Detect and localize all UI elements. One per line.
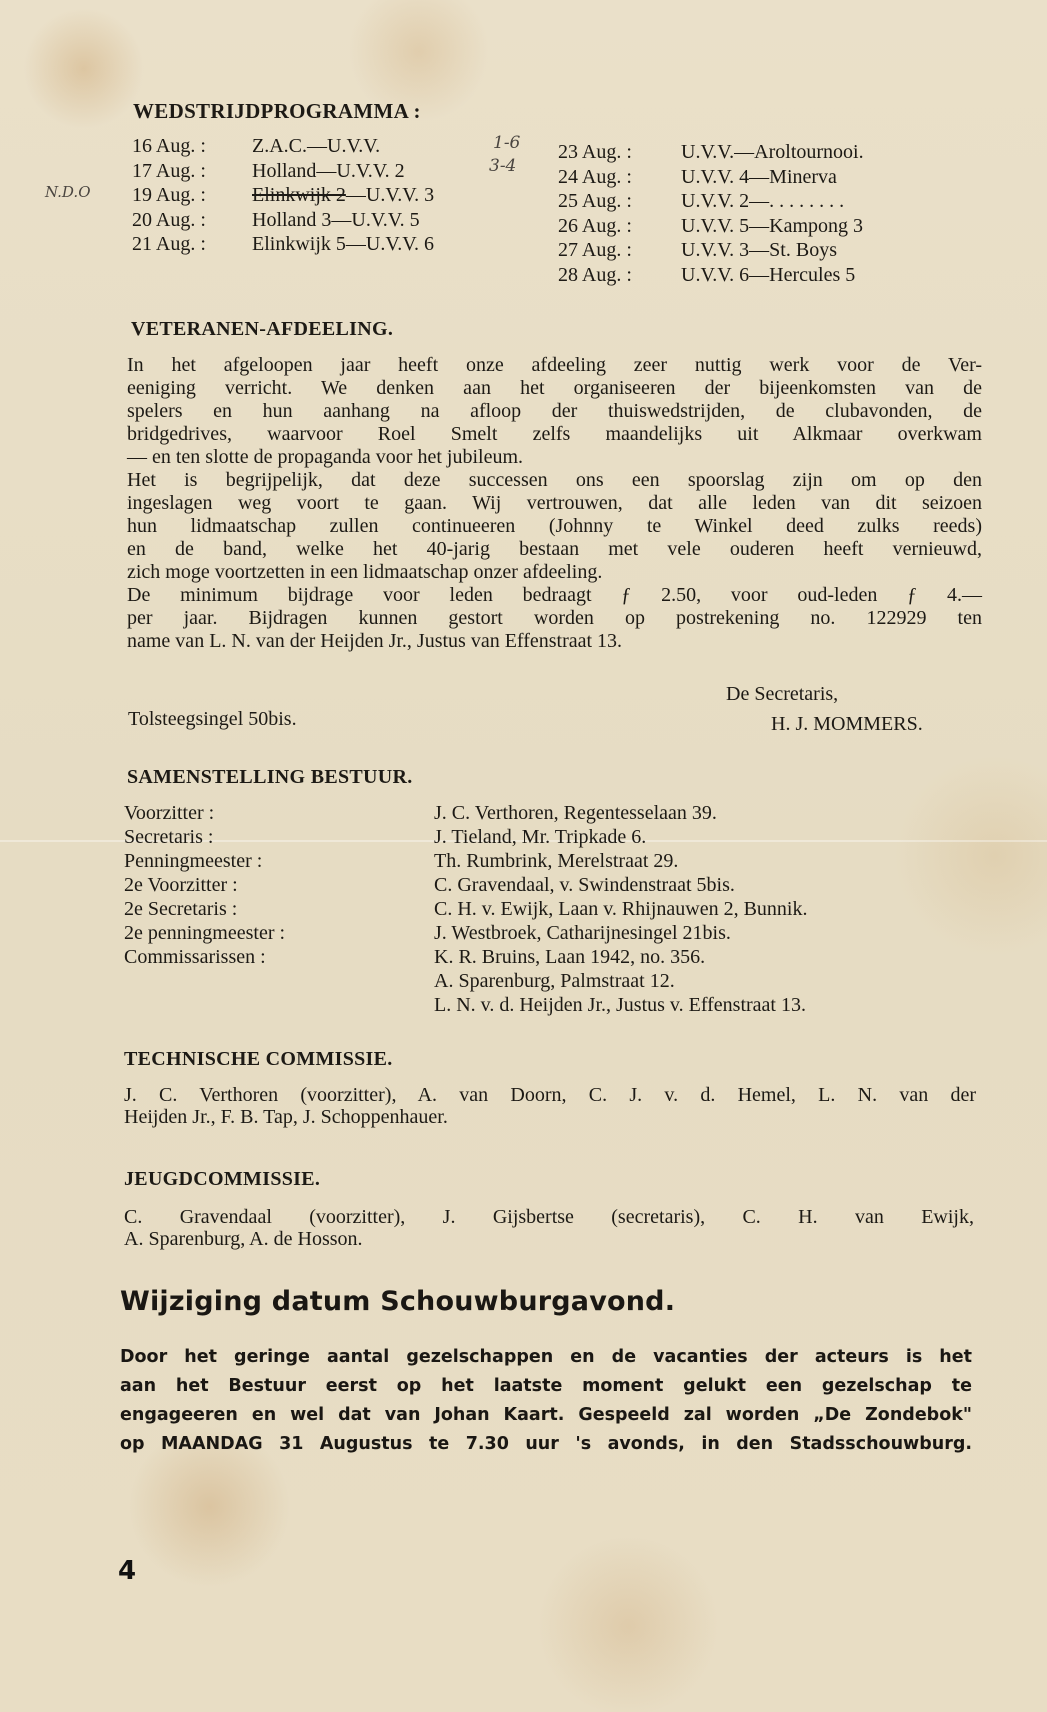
- veteranen-line: name van L. N. van der Heijden Jr., Justus van Effenstraat 13.: [127, 630, 623, 652]
- veteranen-line: spelers en hun aanhang na afloop der thuiswedstrijden, de clubavonden, de: [127, 400, 982, 422]
- veteranen-line: In het afgeloopen jaar heeft onze afdeeling zeer nuttig werk voor de Ver-: [127, 354, 982, 376]
- bestuur-role: 2e Secretaris :: [124, 898, 238, 920]
- program-match: Holland—U.V.V. 2: [252, 159, 405, 182]
- schouwburg-title: Wijziging datum Schouwburgavond.: [120, 1286, 676, 1317]
- veteranen-line: hun lidmaatschap zullen continueeren (Johnny te Winkel deed zulks reeds): [127, 515, 982, 537]
- program-date: 20 Aug. :: [132, 208, 206, 231]
- program-row: [558, 140, 864, 165]
- bestuur-name: Th. Rumbrink, Merelstraat 29.: [434, 850, 679, 872]
- veteranen-line: De minimum bijdrage voor leden bedraagt ƒ 2.50, voor oud-leden ƒ 4.—: [127, 584, 982, 606]
- veteranen-line: bridgedrives, waarvoor Roel Smelt zelfs maandelijks uit Alkmaar overkwam: [127, 423, 982, 445]
- bestuur-row: [124, 921, 807, 945]
- program-match: Elinkwijk 5—U.V.V. 6: [252, 233, 435, 255]
- signature-role: De Secretaris,: [726, 683, 839, 705]
- jeugd-title: JEUGDCOMMISSIE.: [124, 1168, 321, 1190]
- technische-body: [124, 1084, 976, 1128]
- program-row: [132, 183, 434, 208]
- program-date: 23 Aug. :: [558, 141, 632, 163]
- program-row: [132, 208, 434, 233]
- handwritten-score-2: 3-4: [489, 156, 517, 176]
- schouwburg-body: [120, 1343, 972, 1459]
- signature-name: H. J. MOMMERS.: [771, 713, 923, 735]
- bestuur-role: Secretaris :: [124, 826, 214, 848]
- bestuur-title: SAMENSTELLING BESTUUR.: [127, 766, 413, 788]
- program-row: [558, 214, 864, 239]
- bestuur-name: J. C. Verthoren, Regentesselaan 39.: [434, 802, 717, 824]
- veteranen-line: eeniging verricht. We denken aan het organiseeren der bijeenkomsten van de: [127, 377, 982, 399]
- bestuur-name: A. Sparenburg, Palmstraat 12.: [434, 970, 675, 992]
- handwritten-score-1: 1-6: [493, 133, 521, 153]
- bestuur-list: [124, 801, 807, 1017]
- program-match: Z.A.C.—U.V.V.: [252, 135, 381, 157]
- veteranen-line: per jaar. Bijdragen kunnen gestort worden op postrekening no. 122929 ten: [127, 607, 982, 629]
- program-row: [558, 238, 864, 263]
- program-row: [558, 189, 864, 214]
- veteranen-title: VETERANEN-AFDEELING.: [131, 318, 394, 340]
- bestuur-row: [124, 801, 807, 825]
- program-date: 21 Aug. :: [132, 233, 206, 255]
- struck-match-text: Elinkwijk 2: [252, 184, 346, 206]
- program-match: U.V.V.—Aroltournooi.: [681, 141, 864, 163]
- program-match: U.V.V. 6—Hercules 5: [681, 263, 856, 286]
- program-date: 24 Aug. :: [558, 165, 632, 188]
- program-date: 25 Aug. :: [558, 190, 632, 212]
- bestuur-row: [124, 969, 807, 993]
- bestuur-row: [124, 897, 807, 921]
- program-row: [558, 263, 864, 288]
- program-date: 26 Aug. :: [558, 214, 632, 237]
- veteranen-body: [127, 354, 982, 653]
- schouwburg-line: engageeren en wel dat van Johan Kaart. Gespeeld zal worden „De Zondebok": [120, 1405, 972, 1425]
- bestuur-role: 2e penningmeester :: [124, 922, 286, 944]
- bestuur-name: C. H. v. Ewijk, Laan v. Rhijnauwen 2, Bunnik.: [434, 898, 808, 920]
- jeugd-line: C. Gravendaal (voorzitter), J. Gijsbertse (secretaris), C. H. van Ewijk,: [124, 1206, 974, 1228]
- program-match: U.V.V. 4—Minerva: [681, 165, 837, 188]
- schouwburg-line: Door het geringe aantal gezelschappen en de vacanties der acteurs is het: [120, 1347, 972, 1367]
- page-number: 4: [118, 1556, 137, 1586]
- bestuur-name: J. Tieland, Mr. Tripkade 6.: [434, 826, 647, 848]
- program-row: [132, 232, 434, 257]
- program-right-list: [558, 140, 864, 287]
- bestuur-role: Penningmeester :: [124, 850, 263, 872]
- program-match: U.V.V. 5—Kampong 3: [681, 214, 864, 237]
- program-row: [132, 159, 434, 184]
- program-row: [558, 165, 864, 190]
- program-date: 16 Aug. :: [132, 135, 206, 157]
- veteranen-line: ingeslagen weg voort te gaan. Wij vertrouwen, dat alle leden van dit seizoen: [127, 492, 982, 514]
- bestuur-row: [124, 945, 807, 969]
- bestuur-role: Commissarissen :: [124, 946, 266, 968]
- secretary-address: Tolsteegsingel 50bis.: [128, 708, 297, 730]
- jeugd-body: [124, 1206, 974, 1250]
- bestuur-row: [124, 825, 807, 849]
- veteranen-line: zich moge voortzetten in een lidmaatschap onzer afdeeling.: [127, 561, 603, 583]
- technische-line: J. C. Verthoren (voorzitter), A. van Doorn, C. J. v. d. Hemel, L. N. van der: [124, 1084, 976, 1106]
- bestuur-row: [124, 849, 807, 873]
- schouwburg-line: aan het Bestuur eerst op het laatste moment gelukt een gezelschap te: [120, 1376, 972, 1396]
- bestuur-name: K. R. Bruins, Laan 1942, no. 356.: [434, 946, 706, 968]
- veteranen-line: en de band, welke het 40-jarig bestaan met vele ouderen heeft vernieuwd,: [127, 538, 982, 560]
- program-left-list: [132, 134, 434, 257]
- technische-title: TECHNISCHE COMMISSIE.: [124, 1048, 393, 1070]
- program-match: Holland 3—U.V.V. 5: [252, 208, 420, 231]
- program-match: U.V.V. 2—. . . . . . . .: [681, 190, 845, 212]
- jeugd-line: A. Sparenburg, A. de Hosson.: [124, 1228, 363, 1250]
- program-date: 27 Aug. :: [558, 239, 632, 261]
- bestuur-role: Voorzitter :: [124, 802, 215, 824]
- bestuur-row: [124, 873, 807, 897]
- bestuur-name: C. Gravendaal, v. Swindenstraat 5bis.: [434, 874, 735, 896]
- bestuur-name: J. Westbroek, Catharijnesingel 21bis.: [434, 922, 731, 944]
- bestuur-name: L. N. v. d. Heijden Jr., Justus v. Effenstraat 13.: [434, 994, 806, 1016]
- schouwburg-line: op MAANDAG 31 Augustus te 7.30 uur 's avonds, in den Stadsschouwburg.: [120, 1434, 972, 1454]
- bestuur-role: 2e Voorzitter :: [124, 874, 238, 896]
- program-date: 28 Aug. :: [558, 263, 632, 286]
- veteranen-line: Het is begrijpelijk, dat deze successen ons een spoorslag zijn om op den: [127, 469, 982, 491]
- handwritten-note: N.D.O: [45, 183, 91, 201]
- program-row: [132, 134, 434, 159]
- program-match: —U.V.V. 3: [345, 184, 435, 206]
- program-date: 17 Aug. :: [132, 159, 206, 182]
- program-date: 19 Aug. :: [132, 184, 206, 206]
- veteranen-line: — en ten slotte de propaganda voor het jubileum.: [127, 446, 524, 468]
- bestuur-row: [124, 993, 807, 1017]
- program-title: WEDSTRIJDPROGRAMMA :: [133, 99, 421, 123]
- program-match: U.V.V. 3—St. Boys: [681, 239, 837, 261]
- technische-line: Heijden Jr., F. B. Tap, J. Schoppenhauer.: [124, 1106, 448, 1128]
